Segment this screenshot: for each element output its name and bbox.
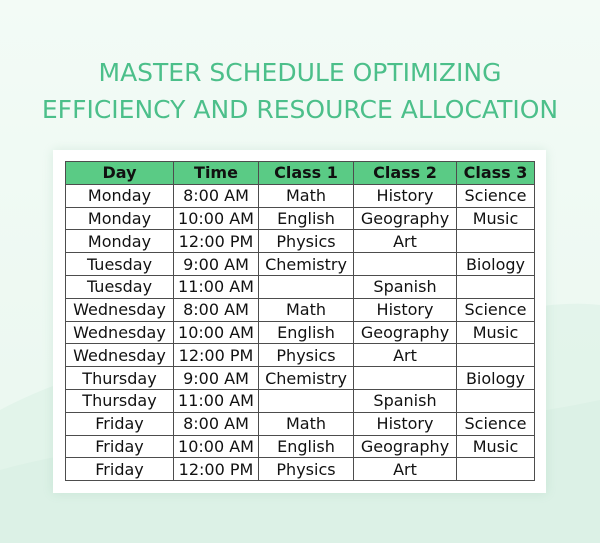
cell-class-1: Physics [259, 344, 354, 367]
table-row [66, 321, 535, 344]
cell-day: Friday [66, 458, 174, 481]
table-row [66, 253, 535, 276]
cell-class-3: Biology [457, 367, 535, 390]
cell-class-2: History [354, 184, 457, 207]
cell-day: Friday [66, 435, 174, 458]
cell-day: Wednesday [66, 344, 174, 367]
cell-class-2: Spanish [354, 275, 457, 298]
table-row [66, 207, 535, 230]
cell-class-3: Music [457, 321, 535, 344]
header-time: Time [174, 162, 259, 185]
cell-class-3: Music [457, 435, 535, 458]
cell-day: Wednesday [66, 321, 174, 344]
cell-class-2: Geography [354, 321, 457, 344]
header-day: Day [66, 162, 174, 185]
cell-time: 9:00 AM [174, 253, 259, 276]
cell-time: 12:00 PM [174, 344, 259, 367]
table-row [66, 344, 535, 367]
table-row [66, 275, 535, 298]
cell-time: 10:00 AM [174, 435, 259, 458]
cell-class-2: Art [354, 344, 457, 367]
cell-day: Tuesday [66, 275, 174, 298]
cell-class-1: English [259, 207, 354, 230]
cell-class-2: History [354, 298, 457, 321]
cell-day: Tuesday [66, 253, 174, 276]
cell-day: Monday [66, 207, 174, 230]
cell-class-3: Science [457, 298, 535, 321]
schedule-table-body [66, 184, 535, 480]
table-row [66, 389, 535, 412]
table-row [66, 435, 535, 458]
table-row [66, 458, 535, 481]
cell-class-2: Geography [354, 435, 457, 458]
cell-class-1 [259, 275, 354, 298]
cell-class-3 [457, 389, 535, 412]
schedule-table [65, 161, 535, 481]
cell-class-1: Math [259, 298, 354, 321]
cell-time: 8:00 AM [174, 298, 259, 321]
cell-time: 8:00 AM [174, 184, 259, 207]
cell-class-1: Physics [259, 458, 354, 481]
cell-class-1: English [259, 435, 354, 458]
cell-class-3 [457, 275, 535, 298]
cell-class-3: Science [457, 412, 535, 435]
cell-class-1: Chemistry [259, 253, 354, 276]
cell-class-3: Biology [457, 253, 535, 276]
cell-class-3 [457, 230, 535, 253]
cell-day: Monday [66, 230, 174, 253]
cell-class-1: Math [259, 412, 354, 435]
cell-class-2: Art [354, 458, 457, 481]
cell-class-2 [354, 367, 457, 390]
cell-day: Thursday [66, 367, 174, 390]
table-row [66, 230, 535, 253]
cell-time: 10:00 AM [174, 321, 259, 344]
cell-class-1 [259, 389, 354, 412]
cell-class-2: Geography [354, 207, 457, 230]
cell-class-3: Science [457, 184, 535, 207]
table-row [66, 298, 535, 321]
page-title-line-1: MASTER SCHEDULE OPTIMIZING [98, 58, 502, 87]
cell-class-1: Math [259, 184, 354, 207]
cell-class-2 [354, 253, 457, 276]
cell-class-2: Spanish [354, 389, 457, 412]
cell-day: Monday [66, 184, 174, 207]
header-class-1: Class 1 [259, 162, 354, 185]
cell-time: 11:00 AM [174, 389, 259, 412]
cell-class-2: Art [354, 230, 457, 253]
cell-class-3 [457, 458, 535, 481]
cell-class-1: English [259, 321, 354, 344]
table-row [66, 412, 535, 435]
cell-class-1: Physics [259, 230, 354, 253]
cell-time: 10:00 AM [174, 207, 259, 230]
cell-time: 9:00 AM [174, 367, 259, 390]
cell-day: Wednesday [66, 298, 174, 321]
cell-class-1: Chemistry [259, 367, 354, 390]
table-header-row [66, 162, 535, 185]
cell-class-3 [457, 344, 535, 367]
page-title-line-2: EFFICIENCY AND RESOURCE ALLOCATION [41, 95, 559, 124]
table-row [66, 367, 535, 390]
cell-time: 12:00 PM [174, 458, 259, 481]
cell-time: 12:00 PM [174, 230, 259, 253]
cell-day: Thursday [66, 389, 174, 412]
cell-time: 11:00 AM [174, 275, 259, 298]
cell-class-3: Music [457, 207, 535, 230]
schedule-card [53, 150, 546, 493]
table-row [66, 184, 535, 207]
header-class-3: Class 3 [457, 162, 535, 185]
cell-time: 8:00 AM [174, 412, 259, 435]
cell-day: Friday [66, 412, 174, 435]
header-class-2: Class 2 [354, 162, 457, 185]
cell-class-2: History [354, 412, 457, 435]
